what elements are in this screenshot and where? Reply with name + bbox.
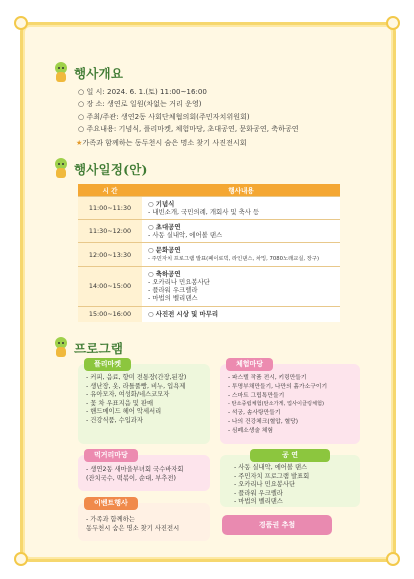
list-item: - 가족과 함께하는 <box>86 516 135 523</box>
schedule-event: ○ 기념식 <box>148 199 175 208</box>
overview-line: ○ 주요내용: 기념식, 플리마켓, 체험마당, 초대공연, 문화공연, 축하공연 <box>78 123 299 133</box>
overview-note <box>76 138 247 148</box>
schedule-time: 15:00~16:00 <box>78 306 142 322</box>
list-item: - 오카리나 민요봉사단 <box>234 481 296 489</box>
mascot-icon <box>52 158 70 178</box>
program-box-food <box>78 451 210 491</box>
mascot-icon <box>52 337 70 357</box>
corner-ornament <box>14 16 28 30</box>
overview-line: ○ 장 소: 생연로 일원(차없는 거리 운영) <box>78 99 202 109</box>
overview-list <box>78 86 299 135</box>
schedule-time: 11:30~12:00 <box>78 219 142 242</box>
corner-ornament <box>386 552 400 566</box>
list-item: - 투명부채만들기, 나만의 흙가소구이기 <box>228 383 328 390</box>
schedule-event: ○ 문화공연 <box>148 246 181 255</box>
experience-list <box>228 374 327 436</box>
food-list <box>86 466 183 483</box>
schedule-time: 14:00~15:00 <box>78 266 142 306</box>
overview-note-text: 가족과 함께하는 동두천시 숨은 명소 찾기 사진전시회 <box>82 138 247 147</box>
program-box-flea-market <box>78 360 210 444</box>
schedule-detail: - 내빈소개, 국민의례, 개회사 및 축사 등 <box>148 207 260 216</box>
schedule-event: ○ 초대공연 <box>148 222 181 231</box>
schedule-row <box>78 306 340 322</box>
schedule-detail: - 마법의 벨리댄스 <box>148 294 198 303</box>
schedule-event: ○ 사진전 시상 및 마무리 <box>148 310 219 319</box>
event-list <box>86 516 179 533</box>
list-item: - 플라워 우크렐라 <box>234 489 283 497</box>
schedule-row <box>78 196 340 219</box>
schedule-content <box>142 243 340 266</box>
program-box-performance <box>220 451 360 507</box>
list-item: - 건강식품, 수입과자 <box>86 416 143 424</box>
schedule-detail: - 사동 실내악, 에어볼 댄스 <box>148 231 223 240</box>
list-item: - 심폐소생술 체험 <box>228 427 273 434</box>
schedule-time: 11:00~11:30 <box>78 196 142 219</box>
list-item: - 생난장, 옷, 라틀풀빵, 비누, 입욕제 <box>86 382 186 390</box>
schedule-event: ○ 축하공연 <box>148 269 181 278</box>
header-time: 시 간 <box>78 184 142 196</box>
header-content: 행사내용 <box>142 184 340 196</box>
flea-market-tag: 플리마켓 <box>84 358 131 371</box>
list-item: - 생연2동 새마을부녀회 국수바자회 <box>86 466 184 473</box>
schedule-detail: - 주민자치 프로그램 발표(폐이로빅, 라인댄스, 차밍, 7080노래교실, 장구) <box>148 255 320 262</box>
schedule-content <box>142 219 340 242</box>
list-item: - 핸드메이드 헤어 악세서리 <box>86 408 162 416</box>
performance-tag: 공 연 <box>250 449 330 462</box>
performance-list <box>234 464 309 507</box>
list-item: - 마법의 벨리댄스 <box>234 498 283 506</box>
list-item: - 파스텔 작품 전시, 키링만들기 <box>228 375 307 381</box>
section-title-program: 프로그램 <box>74 341 124 356</box>
program-box-event <box>78 499 210 541</box>
overview-line: ○ 주최/주관: 생연2동 사회단체협의회(주민자치위원회) <box>78 111 250 121</box>
schedule-row <box>78 243 340 266</box>
program-box-experience <box>220 360 360 444</box>
list-item: (잔치국수, 떡볶이, 순대, 부추전) <box>86 474 176 482</box>
schedule-row <box>78 219 340 242</box>
section-title-overview: 행사개요 <box>74 66 124 81</box>
mascot-icon <box>52 62 70 82</box>
schedule-time: 12:00~13:30 <box>78 243 142 266</box>
corner-ornament <box>386 16 400 30</box>
list-item: - 주민자치 프로그램 발표회 <box>234 472 310 480</box>
schedule-header-row <box>78 184 340 196</box>
schedule-detail: - 오카리나 민요봉사단 <box>148 278 210 287</box>
schedule-content <box>142 196 340 219</box>
experience-tag: 체험마당 <box>226 358 273 371</box>
schedule-table <box>78 184 340 322</box>
list-item: 동두천시 숨은 명소 찾기 사진전시 <box>86 524 180 532</box>
overview-line: ○ 일 시: 2024. 6. 1.(토) 11:00~16:00 <box>78 87 207 96</box>
corner-ornament <box>14 552 28 566</box>
list-item: - 탄소중립체험(탄소가게, 업사이클링체험) <box>228 401 325 408</box>
schedule-row <box>78 266 340 306</box>
schedule-content <box>142 266 340 306</box>
schedule-detail: - 플라워 우크렐라 <box>148 286 198 295</box>
section-title-schedule: 행사일정(안) <box>74 162 148 177</box>
list-item: - 유아모자, 여성화/네스코모자 <box>86 391 170 399</box>
list-item: - 꽃 차 우표지음 및 판매 <box>86 399 154 407</box>
list-item: - 나의 건강체크(혈압, 혈당) <box>228 418 298 425</box>
list-item: - 석궁, 솜사탕만들기 <box>228 410 281 417</box>
event-tag: 이벤트행사 <box>84 497 138 510</box>
schedule-content <box>142 306 340 322</box>
list-item: - 사동 실내악, 에어볼 댄스 <box>234 464 308 471</box>
food-tag: 먹거리마당 <box>84 449 138 462</box>
star-icon: ★ <box>76 138 83 147</box>
list-item: - 커피, 음료, 향미 전통장(간장,된장) <box>86 374 187 381</box>
raffle-button[interactable]: 경품권 추첨 <box>222 515 332 535</box>
list-item: - 스마트 그립톡만들기 <box>228 392 285 399</box>
flea-market-list <box>86 374 186 426</box>
